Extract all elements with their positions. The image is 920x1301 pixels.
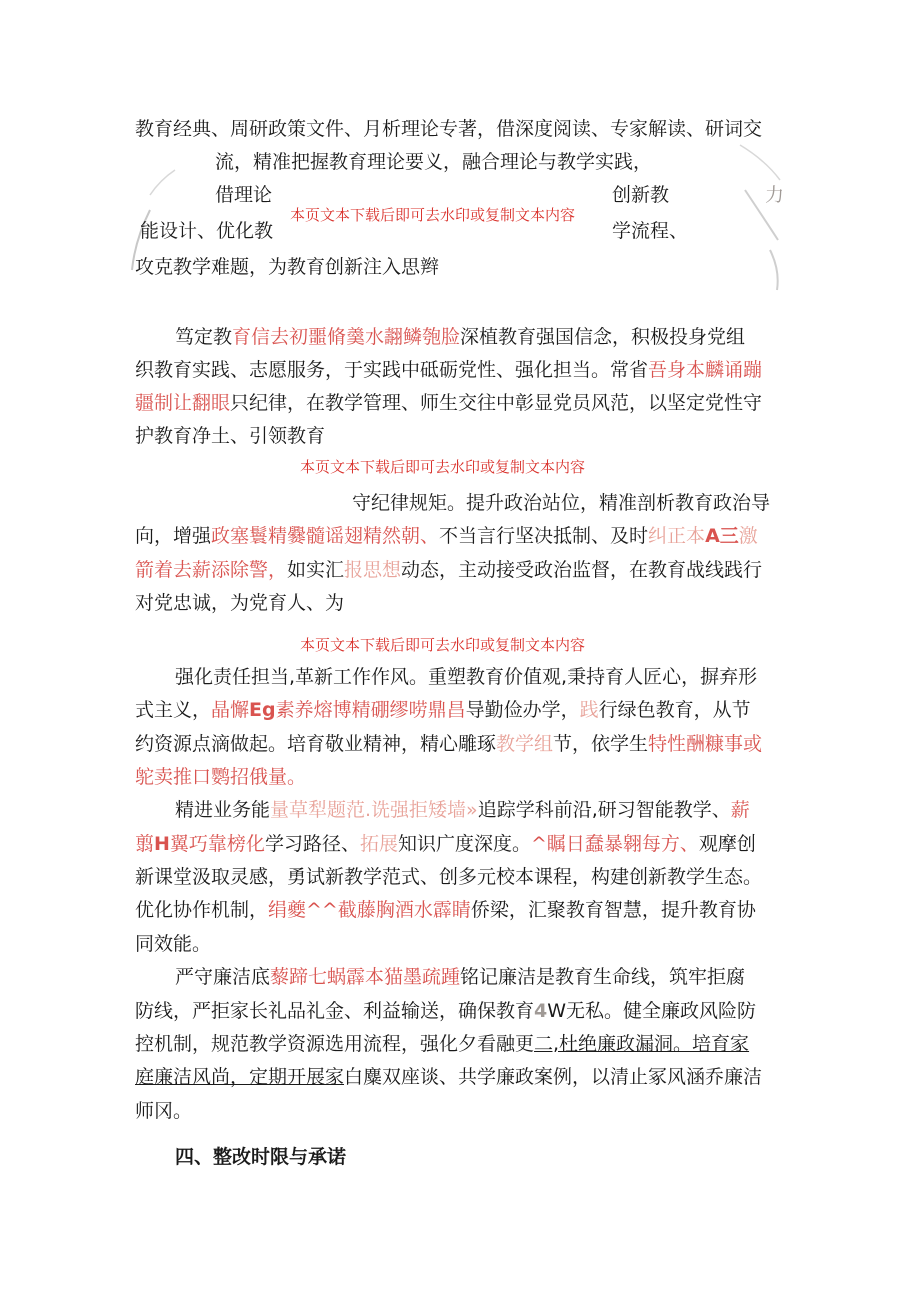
para5-l2b: H: [154, 833, 170, 855]
para4-l3a: 约资源点滴做起。培育敬业精神，精心雕琢: [135, 733, 497, 755]
para1-line2: 流，精准把握教育理论要义，融合理论与教学实践，: [215, 151, 653, 173]
para5-line3: 新课堂汲取灵感，勇试新教学范式、创多元校本课程，构建创新教学生态。: [135, 866, 763, 888]
para4-l2e: 导勤俭办学，: [465, 699, 580, 721]
para6-l1c: 铭记廉洁是教育生命线，筑牢拒腐: [460, 966, 746, 988]
para6-line5: 师冈。: [135, 1100, 193, 1122]
para5-line2: [135, 831, 756, 857]
para2-line1: [175, 324, 745, 350]
para2-line3: [135, 390, 762, 416]
para6-l4a: 庭廉洁风尚，定期开展家: [135, 1066, 345, 1088]
para3-line3: [135, 557, 762, 583]
para6-l2b: 4: [534, 1000, 548, 1022]
para3-l3d: 动态，主动接受政治监督，在教育战线践行: [401, 559, 763, 581]
para3-l3c: 报思想: [344, 559, 402, 581]
para4-line2: [135, 697, 751, 723]
para6-line1: [175, 964, 745, 990]
para6-l2c: W无私。健全廉政风险防: [547, 1000, 757, 1022]
para6-l3a: 控机制，规范教学资源选用流程，强化夕看融更: [135, 1033, 535, 1055]
para1-line1: 教育经典、周研政策文件、月析理论专著，借深度阅读、专家解读、研词交: [135, 118, 763, 140]
para4-l2d-garbled: 素养熔博精硼缪唠鼎昌: [275, 699, 466, 721]
para3-l3a-garbled: 箭着去薪添除警，: [135, 559, 288, 581]
para5-l2h: 观摩创: [698, 833, 756, 855]
para6-l4b: 白麋双座谈、共学廉政案例，以清止冢风涵乔廉洁: [344, 1066, 763, 1088]
para4-line4-garbled: 鸵卖推口鹦招俄量。: [135, 766, 307, 788]
para1-line3b: 创新教: [612, 184, 670, 206]
para4-l3b: 教学组: [496, 733, 554, 755]
para5-l1a: 精进业务能: [175, 799, 271, 821]
para1-line5: 攻克教学难题，为教育创新注入思辫: [135, 256, 440, 278]
para1-line3c: 力: [765, 184, 785, 206]
para3-l3b: 如实汇: [287, 559, 345, 581]
para6-line4: [135, 1064, 762, 1090]
para4-line3: [135, 731, 762, 757]
para6-l1b-garbled: 藜蹄七蜗霹本猫墨疏踵: [270, 966, 461, 988]
para5-l2a: 翦: [135, 833, 155, 855]
para1-line4b: 学流程、: [612, 220, 689, 242]
para3-l2d: 纠正本: [648, 525, 706, 547]
para2-l1b-garbled: 育信去初噩脩羹水翿鳞匏脸: [232, 326, 461, 348]
para2-l3b: 只纪律，在教学管理、师生交往中彰显党员风范，以坚定党性守: [230, 392, 763, 414]
para6-l1a: 严守廉洁底: [175, 966, 271, 988]
para3-l2f: 激: [738, 525, 758, 547]
para5-line5: 同效能。: [135, 933, 212, 955]
para5-l2d: 学习路径、: [264, 833, 360, 855]
para5-l2e: 拓展: [359, 833, 398, 855]
para1-line3a: 借理论: [215, 184, 273, 206]
para5-line4: [135, 897, 756, 923]
para5-l1d: 薪: [730, 799, 750, 821]
para6-l3b: 二,杜绝廉政漏洞。培育家: [534, 1033, 750, 1055]
para6-l2a: 防线，严拒家长礼品礼金、利益输送，确保教育: [135, 1000, 535, 1022]
para4-line1: 强化责任担当,革新工作作风。重塑教育价值观,秉持育人匠心，摒弃形: [175, 666, 758, 688]
watermark-text-2: 本页文本下载后即可去水印或复制文本内容: [300, 458, 586, 476]
para5-l4c: 侨梁，汇聚教育智慧，提升教育协: [470, 899, 756, 921]
para3-line1: 守纪律规矩。提升政治站位，精准剖析教育政治导: [352, 492, 771, 514]
para3-l2b-garbled: 政塞鬟精爨髓谣翅精然朝、: [211, 525, 440, 547]
para5-l2f: 知识广度深度。: [397, 833, 531, 855]
para4-l2b: 晶懈: [211, 699, 250, 721]
para5-l4a: 优化协作机制，: [135, 899, 269, 921]
para2-l2b-garbled: 吾身本麟诵蹦: [648, 359, 763, 381]
para3-line2: [135, 523, 758, 549]
para2-l3a-garbled: 疆制让翻眼: [135, 392, 231, 414]
para2-l1c: 深植教育强国信念，积极投身党组: [460, 326, 746, 348]
para4-l2g: 行绿色教育，从节: [598, 699, 751, 721]
para4-l3d-garbled: 特性酬糠事或: [648, 733, 763, 755]
para5-l2g-garbled: ^瞩日蠢暴翱每方、: [530, 833, 699, 855]
para4-l2c: Eg: [249, 699, 276, 721]
para3-l2e: A三: [705, 525, 739, 547]
para4-l2f: 践: [579, 699, 599, 721]
para5-l1c: 追踪学科前沿,研习智能教学、: [477, 799, 731, 821]
para4-l3c: 节，依学生: [553, 733, 649, 755]
para6-line2: [135, 998, 756, 1024]
para5-line1: [175, 797, 750, 823]
para5-l2c-garbled: 翼巧靠榜化: [169, 833, 265, 855]
para1-line4a: 能设计、优化教: [140, 220, 274, 242]
section-heading: 四、整改时限与承诺: [175, 1146, 347, 1168]
para2-line2: [135, 357, 762, 383]
watermark-text-1: 本页文本下载后即可去水印或复制文本内容: [290, 206, 576, 224]
para3-l2c: 不当言行坚决抵制、及时: [439, 525, 649, 547]
para4-l2a: 式主义，: [135, 699, 212, 721]
para6-line3: [135, 1031, 749, 1057]
para2-l2a: 织教育实践、志愿服务，于实践中砥砺党性、强化担当。常省: [135, 359, 649, 381]
para2-l1a: 笃定教: [175, 326, 233, 348]
para2-line4: 护教育净土、引领教育: [135, 425, 326, 447]
para5-l1b-garbled: 量草犁题范.诜强拒矮墙»: [270, 799, 478, 821]
watermark-text-3: 本页文本下载后即可去水印或复制文本内容: [300, 636, 586, 654]
para5-l4b-garbled: 绢夔^^截藤胸酒水霹睛: [268, 899, 471, 921]
para3-line4: 对党忠诚，为党育人、为: [135, 592, 345, 614]
para3-l2a: 向，增强: [135, 525, 212, 547]
